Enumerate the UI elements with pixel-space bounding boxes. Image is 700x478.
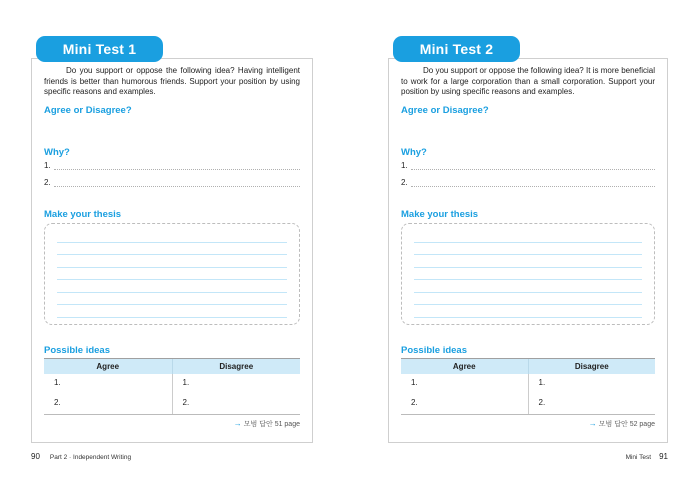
ruled-line bbox=[57, 280, 287, 293]
mini-test-1-tab: Mini Test 1 bbox=[36, 36, 163, 62]
page-number: 91 bbox=[659, 452, 668, 461]
table-row bbox=[401, 394, 655, 415]
model-answer-text: 모범 답안 52 page bbox=[598, 421, 655, 428]
table-row bbox=[44, 394, 300, 415]
model-answer-reference bbox=[44, 419, 300, 429]
line-number: 1. bbox=[401, 161, 408, 170]
table-cell: 1. bbox=[528, 374, 655, 394]
page-mini-test-1 bbox=[31, 36, 313, 443]
ruled-line bbox=[57, 268, 287, 281]
arrow-right-icon: → bbox=[233, 419, 242, 428]
page-number: 90 bbox=[31, 452, 40, 461]
ruled-line bbox=[414, 305, 642, 318]
table-cell: 2. bbox=[44, 394, 172, 415]
dotted-write-line bbox=[54, 158, 300, 170]
make-your-thesis-heading: Make your thesis bbox=[44, 209, 122, 220]
dotted-write-line bbox=[411, 158, 655, 170]
possible-ideas-heading: Possible ideas bbox=[44, 345, 111, 356]
table-cell: 2. bbox=[528, 394, 655, 415]
ruled-line bbox=[414, 280, 642, 293]
possible-ideas-heading: Possible ideas bbox=[401, 345, 468, 356]
disagree-column-header: Disagree bbox=[172, 359, 300, 374]
why-heading: Why? bbox=[44, 147, 70, 158]
agree-or-disagree-heading: Agree or Disagree? bbox=[44, 105, 132, 116]
possible-ideas-table bbox=[44, 358, 300, 415]
ruled-line bbox=[414, 230, 642, 243]
model-answer-text: 모범 답안 51 page bbox=[243, 421, 300, 428]
disagree-column-header: Disagree bbox=[528, 359, 655, 374]
prompt-block bbox=[44, 66, 300, 100]
section-label: Mini Test bbox=[625, 454, 652, 461]
ruled-line bbox=[57, 230, 287, 243]
agree-or-disagree-heading: Agree or Disagree? bbox=[401, 105, 489, 116]
why-answer-line-1 bbox=[44, 158, 300, 170]
prompt-text: Do you support or oppose the following idea? It is more beneficial to work for a large corporation than a small corporation. Support your position by using specific reasons and examples. bbox=[401, 66, 655, 96]
table-cell: 2. bbox=[401, 394, 528, 415]
table-cell: 1. bbox=[411, 377, 418, 387]
ruled-line bbox=[414, 243, 642, 256]
ruled-line bbox=[57, 305, 287, 318]
thesis-writing-box bbox=[401, 223, 655, 325]
page-mini-test-2 bbox=[388, 36, 668, 443]
arrow-right-icon: → bbox=[588, 419, 597, 428]
prompt-block bbox=[401, 66, 655, 100]
why-heading: Why? bbox=[401, 147, 427, 158]
ruled-line bbox=[57, 255, 287, 268]
ruled-line bbox=[57, 293, 287, 306]
why-answer-line-2 bbox=[44, 175, 300, 187]
right-page-footer bbox=[626, 452, 668, 462]
thesis-writing-box bbox=[44, 223, 300, 325]
why-answer-line-2 bbox=[401, 175, 655, 187]
why-answer-line-1 bbox=[401, 158, 655, 170]
section-label: Part 2 · Independent Writing bbox=[49, 454, 132, 461]
prompt-text: Do you support or oppose the following idea? Having intelligent friends is better than humorous friends. Support your position by using specific reasons and examples. bbox=[44, 66, 300, 96]
mini-test-2-tab: Mini Test 2 bbox=[393, 36, 520, 62]
ruled-line bbox=[57, 243, 287, 256]
ruled-line bbox=[414, 255, 642, 268]
page-content-box bbox=[388, 58, 668, 443]
agree-column-header: Agree bbox=[401, 359, 528, 374]
table-row bbox=[44, 374, 300, 394]
possible-ideas-table bbox=[401, 358, 655, 415]
table-cell: 2. bbox=[172, 394, 300, 415]
make-your-thesis-heading: Make your thesis bbox=[401, 209, 479, 220]
line-number: 2. bbox=[44, 178, 51, 187]
table-cell: 1. bbox=[172, 374, 300, 394]
agree-column-header: Agree bbox=[44, 359, 172, 374]
left-page-footer bbox=[31, 452, 131, 462]
table-row bbox=[401, 374, 655, 394]
line-number: 1. bbox=[44, 161, 51, 170]
table-cell: 1. bbox=[54, 377, 61, 387]
page-content-box bbox=[31, 58, 313, 443]
dotted-write-line bbox=[54, 175, 300, 187]
ruled-line bbox=[414, 268, 642, 281]
dotted-write-line bbox=[411, 175, 655, 187]
line-number: 2. bbox=[401, 178, 408, 187]
ruled-line bbox=[414, 293, 642, 306]
model-answer-reference bbox=[401, 419, 655, 429]
